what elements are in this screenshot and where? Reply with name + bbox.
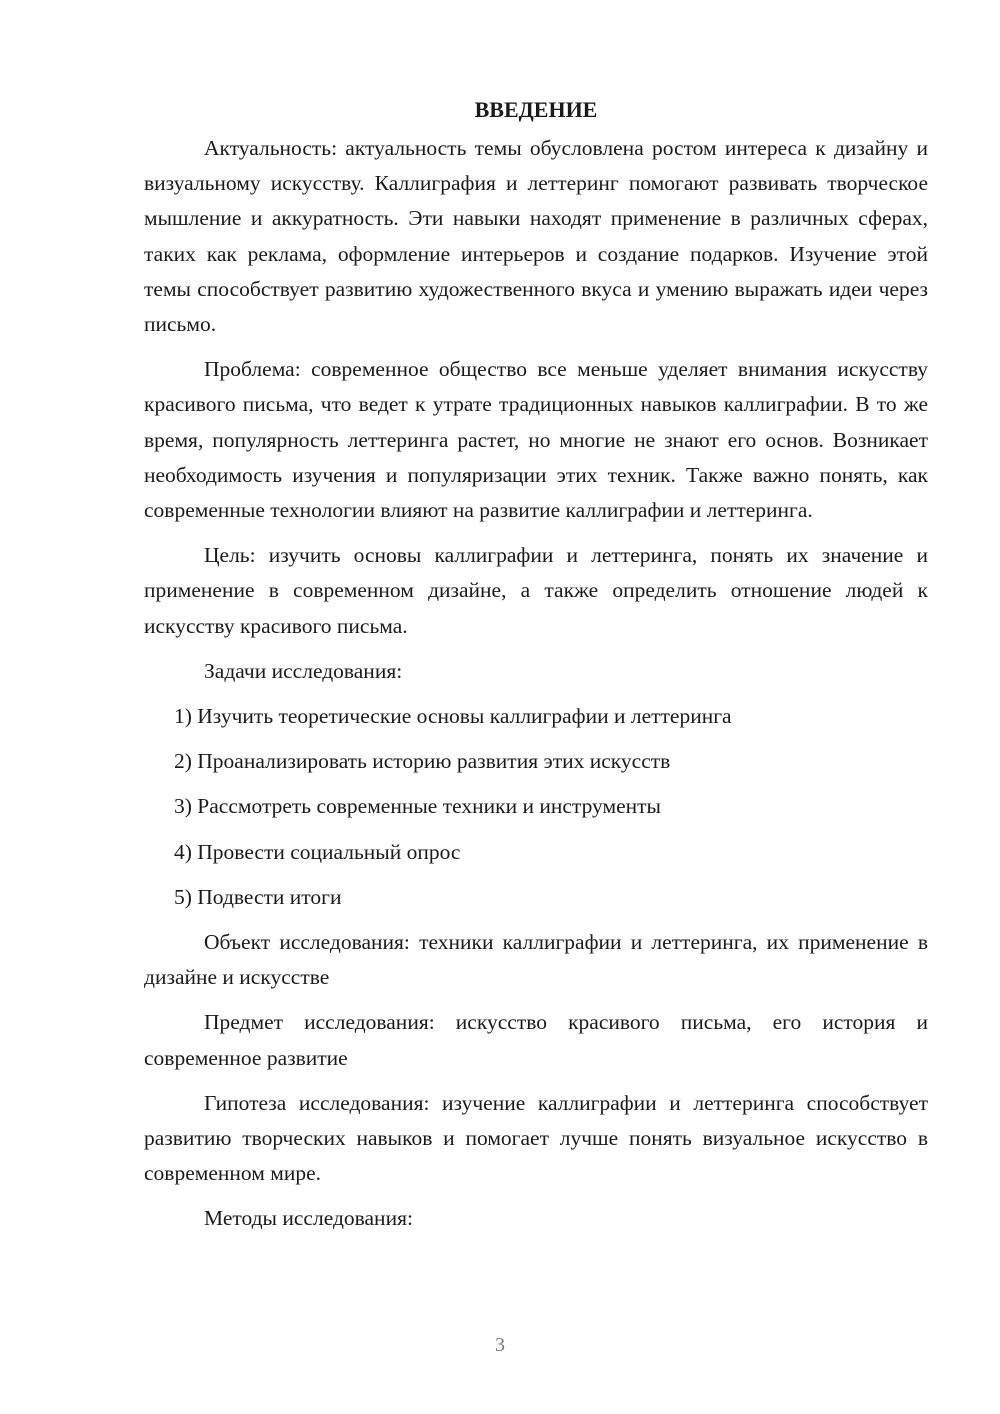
list-item: 3) Рассмотреть современные техники и инструменты — [174, 794, 661, 819]
paragraph-subject: Предмет исследования: искусство красивого письма, его история и современное развитие — [144, 1010, 928, 1070]
paragraph-goal: Цель: изучить основы каллиграфии и леттеринга, понять их значение и применение в современном дизайне, а также определить отношение людей к искусству красивого письма. — [144, 543, 928, 638]
tasks-heading: Задачи исследования: — [204, 658, 403, 683]
list-item: 4) Провести социальный опрос — [174, 839, 461, 864]
paragraph-relevance: Актуальность: актуальность темы обусловлена ростом интереса к дизайну и визуальному искусству. Каллиграфия и леттеринг помогают развивать творческое мышление и аккуратность. Эти навыки находят применение в различных сферах, таких как реклама, оформление интерьеров и создание подарков. Изучение этой темы способствует развитию художественного вкуса и умению выражать идеи через письмо. — [144, 136, 928, 337]
list-item: 1) Изучить теоретические основы каллиграфии и леттеринга — [174, 704, 732, 729]
paragraph-object: Объект исследования: техники каллиграфии и леттеринга, их применение в дизайне и искусстве — [144, 930, 928, 990]
document-page — [144, 92, 928, 1247]
page-title: ВВЕДЕНИЕ — [474, 97, 598, 122]
page-number: 3 — [495, 1334, 505, 1356]
methods-heading: Методы исследования: — [204, 1206, 413, 1231]
list-item: 5) Подвести итоги — [174, 884, 342, 909]
paragraph-hypothesis: Гипотеза исследования: изучение каллиграфии и леттеринга способствует развитию творческих навыков и помогает лучше понять визуальное искусство в современном мире. — [144, 1090, 928, 1186]
paragraph-problem: Проблема: современное общество все меньше уделяет внимания искусству красивого письма, что ведет к утрате традиционных навыков каллиграфии. В то же время, популярность леттеринга растет, но многие не знают его основ. Возникает необходимость изучения и популяризации этих техник. Также важно понять, как современные технологии влияют на развитие каллиграфии и леттеринга. — [144, 357, 928, 523]
tasks-list — [144, 699, 928, 915]
list-item: 2) Проанализировать историю развития этих искусств — [174, 749, 671, 774]
